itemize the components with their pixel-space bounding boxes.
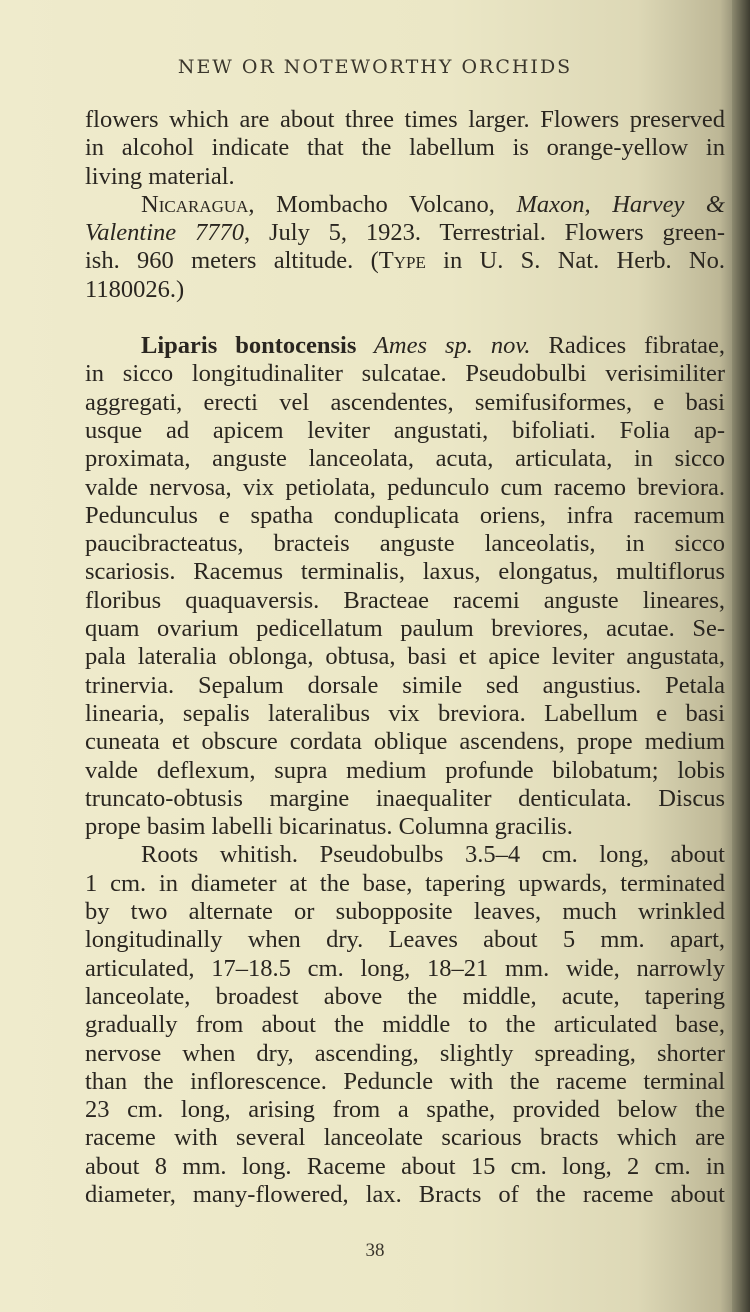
english-line: longitudinally when dry. Leaves about 5 mm. apart, (85, 926, 725, 954)
english-line: than the inflorescence. Peduncle with the raceme terminal (85, 1067, 725, 1095)
description-line: proximata, anguste lanceolata, acuta, articulata, in sicco (85, 445, 725, 473)
running-header: NEW OR NOTEWORTHY ORCHIDS (177, 56, 573, 78)
english-line: raceme with several lanceolate scarious bracts which are (85, 1124, 725, 1152)
description-line: trinervia. Sepalum dorsale simile sed angustius. Petala (85, 671, 725, 699)
paragraph-gap (85, 304, 725, 332)
text-line: flowers which are about three times larger. Flowers preserved (85, 106, 725, 133)
description-line: paucibracteatus, bracteis anguste lanceolatis, in sicco (85, 530, 725, 558)
citation-line (85, 247, 725, 275)
english-line: 23 cm. long, arising from a spathe, provided below the (85, 1096, 725, 1124)
description-line: scariosis. Racemus terminalis, laxus, elongatus, multiflorus (85, 558, 725, 586)
description-line: valde deflexum, supra medium profunde bilobatum; lobis (85, 756, 725, 784)
description-line: Pedunculus e spatha conduplicata oriens, infra racemum (85, 501, 725, 529)
description-line: floribus quaquaversis. Bracteae racemi anguste lineares, (85, 586, 725, 614)
description-line: usque ad apicem leviter angustati, bifoliati. Folia ap- (85, 416, 725, 444)
english-line: lanceolate, broadest above the middle, acute, tapering (85, 982, 725, 1010)
english-line: nervose when dry, ascending, slightly spreading, shorter (85, 1039, 725, 1067)
description-line: quam ovarium pedicellatum paulum breviores, acutae. Se- (85, 615, 725, 643)
citation-line (85, 219, 725, 247)
species-name: Liparis bontocensis (141, 332, 357, 360)
citation-line: 1180026.) (85, 275, 185, 303)
description-line: truncato-obtusis margine inaequaliter denticulata. Discus (85, 784, 725, 812)
citation-text: in U. S. Nat. Herb. No. (425, 247, 725, 275)
description-line: pala lateralia oblonga, obtusa, basi et apice leviter angustata, (85, 643, 725, 671)
description-line: prope basim labelli bicarinatus. Columna gracilis. (85, 813, 573, 841)
description-line: valde nervosa, vix petiolata, pedunculo cum racemo breviora. (85, 473, 725, 501)
page-number: 38 (365, 1240, 385, 1261)
book-spine-shadow (732, 0, 750, 1312)
citation-text: , Mombacho Volcano, (248, 190, 517, 218)
description-text: Radices fibratae, (530, 332, 726, 360)
text-line: in alcohol indicate that the labellum is orange-yellow in (85, 134, 725, 162)
description-line (85, 332, 725, 360)
english-line: 1 cm. in diameter at the base, tapering upwards, terminated (85, 869, 725, 897)
description-line: aggregati, erecti vel ascendentes, semifusiformes, e basi (85, 388, 725, 416)
citation-text: , July 5, 1923. Terrestrial. Flowers green- (244, 219, 726, 247)
english-line: Roots whitish. Pseudobulbs 3.5–4 cm. long, about (141, 841, 725, 869)
collector-number: Valentine 7770 (85, 219, 245, 247)
body-text (85, 106, 725, 1209)
type-label: Type (378, 247, 426, 275)
citation-text: ish. 960 meters altitude. ( (85, 247, 379, 275)
english-line: articulated, 17–18.5 cm. long, 18–21 mm. wide, narrowly (85, 954, 725, 982)
text-line: living material. (85, 162, 235, 190)
english-line: diameter, many-flowered, lax. Bracts of the raceme about (85, 1180, 725, 1208)
species-authority: Ames sp. nov. (356, 332, 531, 360)
description-line: in sicco longitudinaliter sulcatae. Pseudobulbi verisimiliter (85, 360, 725, 388)
english-line: about 8 mm. long. Raceme about 15 cm. long, 2 cm. in (85, 1152, 725, 1180)
collectors: Maxon, Harvey & (516, 190, 725, 218)
description-line: linearia, sepalis lateralibus vix breviora. Labellum e basi (85, 699, 725, 727)
country-name: Nicaragua (141, 190, 249, 218)
english-line: gradually from about the middle to the articulated base, (85, 1011, 725, 1039)
description-line: cuneata et obscure cordata oblique ascendens, prope medium (85, 728, 725, 756)
citation-line (85, 191, 725, 219)
english-line: by two alternate or subopposite leaves, much wrinkled (85, 898, 725, 926)
